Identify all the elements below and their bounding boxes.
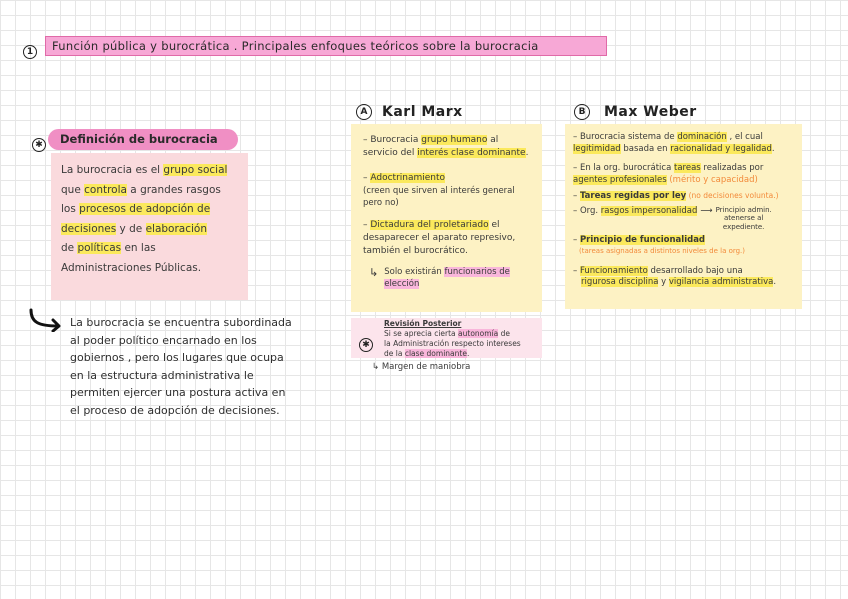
- marx-box: – Burocracia grupo humano al servicio del interés clase dominante. – Adoctrinamiento (creen que sirven al interés general pero no) – Dictadura del proletariado el desaparecer el aparato represivo, también el burocrático. ↳ Solo existirán funcionarios de elección: [351, 124, 542, 312]
- weber-heading: B Max Weber: [574, 104, 697, 120]
- arrow-right-icon: ↳: [372, 362, 380, 372]
- section-number: 1: [23, 39, 37, 59]
- definicion-heading: Definición de burocracia: [48, 129, 238, 150]
- arrow-right-icon: ↳: [369, 266, 379, 279]
- definicion-box: La burocracia es el grupo social que controla a grandes rasgos los procesos de adopción de decisiones y de elaboración de políticas en las Administraciones Públicas.: [51, 153, 248, 300]
- asterisk-icon: ✱: [32, 132, 46, 152]
- arrow-right-icon: ⟶: [700, 205, 713, 216]
- curved-arrow-icon: [28, 308, 64, 332]
- revision-box: ✱ Revisión Posterior Si se aprecia cierta autonomía de la Administración respecto intereses de la clase dominante.: [351, 318, 542, 358]
- margen-note: ↳ Margen de maniobra: [372, 362, 471, 372]
- weber-box: – Burocracia sistema de dominación , el cual legitimidad basada en racionalidad y legalidad. – En la org. burocrática tareas realizadas por agentes profesionales (mérito y capacidad) – Tareas regidas por ley (no decisiones volunta.) – Org. rasgos impersonalidad ⟶ Principio admin. atenerse al expediente. – Principio de funcionalidad (tareas asignadas a distintos niveles de la org.) – Funcionamiento desarrollado bajo una rigurosa disciplina y vigilancia administrativa.: [565, 124, 802, 309]
- asterisk-icon: ✱: [359, 332, 373, 352]
- marx-heading: A Karl Marx: [356, 104, 463, 120]
- page-title: [45, 36, 607, 56]
- subordinada-paragraph: La burocracia se encuentra subordinada al poder político encarnado en los gobiernos , pero los lugares que ocupa en la estructura administrativa le permiten ejercer una postura activa en el proceso de adopción de decisiones.: [70, 316, 292, 417]
- page-title-text: Función pública y burocrática . Principales enfoques teóricos sobre la burocracia: [52, 39, 539, 53]
